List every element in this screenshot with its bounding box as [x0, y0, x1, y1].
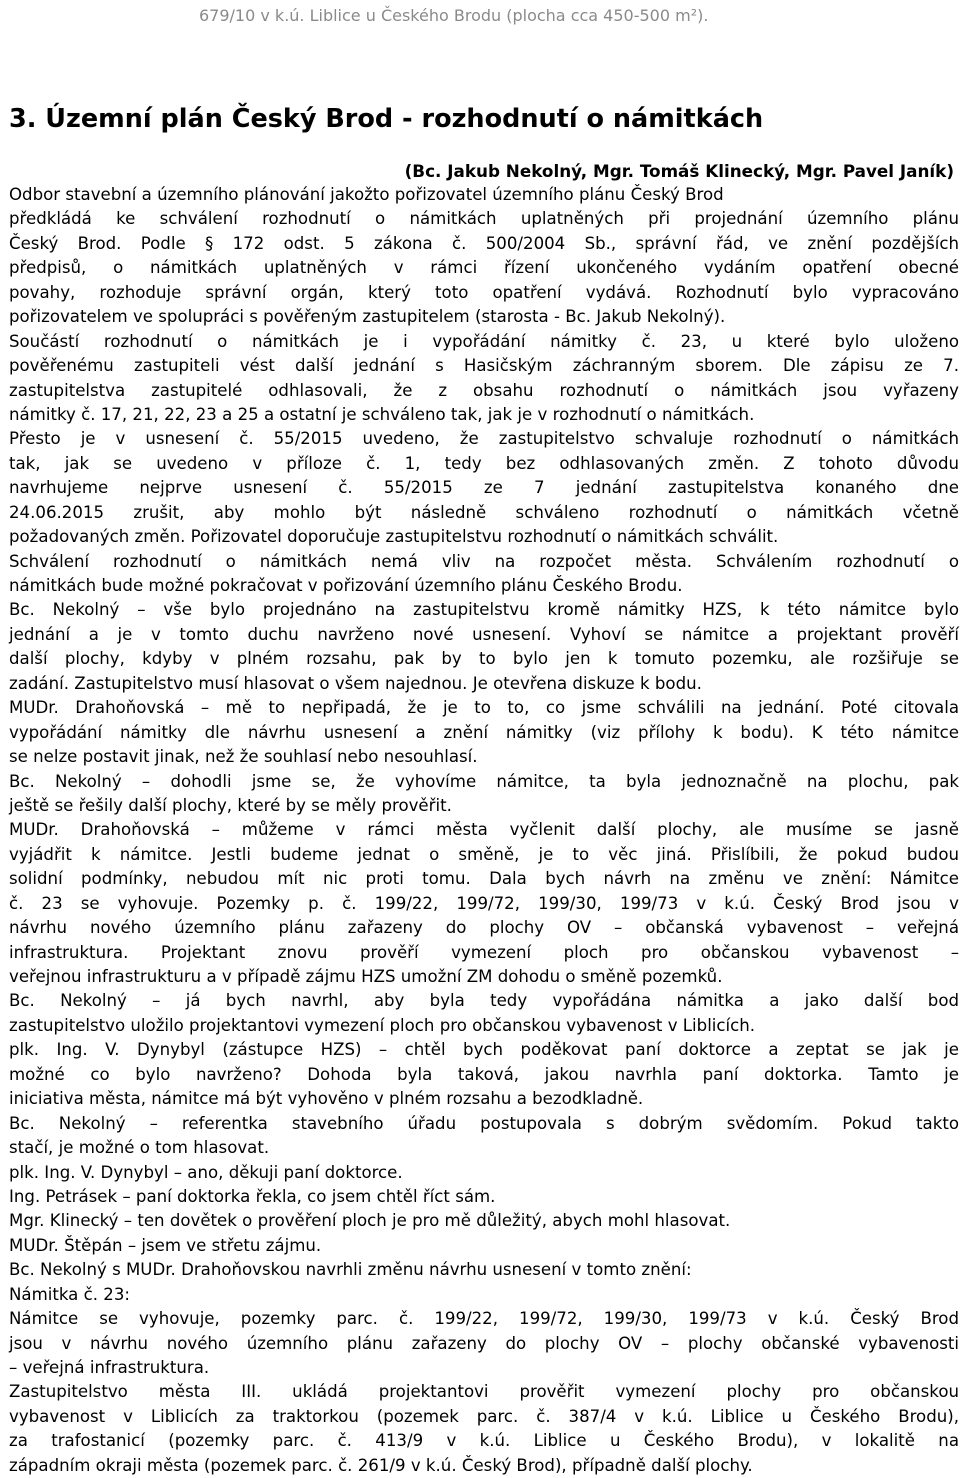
text-line: pořizovatelem ve spolupráci s pověřeným zastupitelem (starosta - Bc. Jakub Nekolný). — [9, 307, 726, 327]
text-line: předpisů, o námitkách uplatněných v rámci řízení ukončeného vydáním opatření obecné — [9, 258, 959, 278]
text-line: Český Brod. Podle § 172 odst. 5 zákona č. 500/2004 Sb., správní řád, ve znění pozdějších — [9, 233, 959, 253]
text-line: předkládá ke schválení rozhodnutí o námitkách uplatněných při projednání územního plánu — [9, 209, 959, 229]
text-line: ještě se řešily další plochy, které by se měly prověřit. — [9, 795, 452, 815]
text-line: Bc. Nekolný – referentka stavebního úřadu postupovala s dobrým svědomím. Pokud takto — [9, 1113, 959, 1133]
text-line: požadovaných změn. Pořizovatel doporučuje zastupitelstvu rozhodnutí o námitkách schválit. — [9, 527, 779, 547]
text-line: Bc. Nekolný – vše bylo projednáno na zastupitelstvu kromě námitky HZS, k této námitce bylo — [9, 600, 959, 620]
text-line: vybavenost v Liblicích za traktorkou (pozemek parc. č. 387/4 v k.ú. Liblice u Českého Brodu), — [9, 1406, 959, 1426]
previous-text-fragment: 679/10 v k.ú. Liblice u Českého Brodu (plocha cca 450-500 m²). — [199, 6, 709, 25]
text-line: další plochy, kdyby v plném rozsahu, pak by to bylo jen k tomuto pozemku, ale rozšiřuje se — [9, 649, 959, 669]
text-line: Mgr. Klinecký – ten dovětek o prověření ploch je pro mě důležitý, abych mohl hlasovat. — [9, 1211, 731, 1231]
text-line: za trafostanicí (pozemky parc. č. 413/9 v k.ú. Liblice u Českého Brodu), v lokalitě na — [9, 1431, 959, 1451]
text-line: vyjádřit k námitce. Jestli budeme jednat o směně, je to věc jiná. Přislíbili, že pokud budou — [9, 844, 959, 864]
text-line: Schválení rozhodnutí o námitkách nemá vliv na rozpočet města. Schválením rozhodnutí o — [9, 551, 959, 571]
text-line: Ing. Petrásek – paní doktorka řekla, co jsem chtěl říct sám. — [9, 1186, 496, 1206]
text-line: – veřejná infrastruktura. — [9, 1358, 210, 1377]
text-line: plk. Ing. V. Dynybyl – ano, děkuji paní doktorce. — [9, 1162, 403, 1182]
text-line: Bc. Nekolný – dohodli jsme se, že vyhovíme námitce, ta byla jednoznačně na plochu, pak — [9, 771, 959, 791]
text-line: Námitka č. 23: — [9, 1284, 131, 1304]
text-line: Námitce se vyhovuje, pozemky parc. č. 199/22, 199/72, 199/30, 199/73 v k.ú. Český Brod — [9, 1309, 959, 1329]
text-line: Přesto je v usnesení č. 55/2015 uvedeno, že zastupitelstvo schvaluje rozhodnutí o námitkách — [9, 429, 959, 449]
text-line: Součástí rozhodnutí o námitkách je i vypořádání námitky č. 23, u které bylo uloženo — [9, 331, 959, 351]
text-line: stačí, je možné o tom hlasovat. — [9, 1138, 270, 1158]
text-line: MUDr. Drahoňovská – mě to nepřipadá, že je to to, co jsme schválili na jednání. Poté citovala — [9, 698, 959, 718]
text-line: zastupitelstvo uložilo projektantovi vymezení ploch pro občanskou vybavenost v Liblicích. — [9, 1015, 756, 1035]
text-line: MUDr. Štěpán – jsem ve střetu zájmu. — [9, 1235, 322, 1255]
text-line: vypořádání námitky dle návrhu usnesení a znění námitky (viz přílohy k bodu). K této námitce — [9, 722, 959, 742]
text-line: Bc. Nekolný – já bych navrhl, aby byla tedy vypořádána námitka a jako další bod — [9, 991, 959, 1011]
body-text — [9, 183, 959, 1478]
text-line: povahy, rozhoduje správní orgán, který toto opatření vydává. Rozhodnutí bylo vypracováno — [9, 282, 959, 302]
text-line: 24.06.2015 zrušit, aby mohlo být následně schváleno rozhodnutí o námitkách včetně — [9, 502, 959, 522]
section-heading: 3. Územní plán Český Brod - rozhodnutí o námitkách — [9, 104, 764, 134]
text-line: Zastupitelstvo města III. ukládá projektantovi prověřit vymezení plochy pro občanskou — [9, 1382, 959, 1402]
text-line: MUDr. Drahoňovská – můžeme v rámci města vyčlenit další plochy, ale musíme se jasně — [9, 820, 959, 840]
text-line: č. 23 se vyhovuje. Pozemky p. č. 199/22, 199/72, 199/30, 199/73 v k.ú. Český Brod jsou v — [9, 893, 959, 913]
text-line: Odbor stavební a územního plánování jakožto pořizovatel územního plánu Český Brod — [9, 185, 724, 204]
text-line: navrhujeme nejprve usnesení č. 55/2015 ze 7 jednání zastupitelstva konaného dne — [9, 478, 959, 498]
text-line: jsou v návrhu nového územního plánu zařazeny do plochy OV – plochy občanské vybavenosti — [9, 1333, 959, 1353]
text-line: pověřenému zastupiteli vést další jednání s Hasičským záchranným sborem. Dle zápisu ze 7. — [9, 356, 959, 376]
text-line: Bc. Nekolný s MUDr. Drahoňovskou navrhli změnu návrhu usnesení v tomto znění: — [9, 1260, 692, 1280]
text-line: západním okraji města (pozemek parc. č. 261/9 v k.ú. Český Brod), případně další plochy. — [9, 1455, 753, 1475]
text-line: možné co bylo navrženo? Dohoda byla taková, jakou navrhla paní doktorka. Tamto je — [9, 1064, 959, 1084]
text-line: zadání. Zastupitelstvo musí hlasovat o všem najednou. Je otevřena diskuze k bodu. — [9, 673, 702, 693]
text-line: zastupitelstva zastupitelé odhlasovali, že z obsahu rozhodnutí o námitkách jsou vyřazeny — [9, 380, 959, 400]
text-line: jednání a je v tomto duchu navrženo nové usnesení. Vyhoví se námitce a projektant prověří — [9, 624, 959, 644]
text-line: se nelze postavit jinak, než že souhlasí nebo nesouhlasí. — [9, 747, 478, 767]
text-line: tak, jak se uvedeno v příloze č. 1, tedy bez odhlasovaných změn. Z tohoto důvodu — [9, 453, 959, 473]
text-line: námitkách bude možné pokračovat v pořizování územního plánu Českého Brodu. — [9, 576, 683, 595]
text-line: solidní podmínky, nebudou mít nic proti tomu. Dala bych návrh na změnu ve znění: Námitce — [9, 869, 959, 889]
text-line: infrastruktura. Projektant znovu prověří vymezení ploch pro občanskou vybavenost – — [9, 942, 959, 962]
section-authors: (Bc. Jakub Nekolný, Mgr. Tomáš Klinecký, Mgr. Pavel Janík) — [404, 161, 954, 181]
text-line: námitky č. 17, 21, 22, 23 a 25 a ostatní je schváleno tak, jak je v rozhodnutí o námitkách. — [9, 404, 755, 424]
text-line: veřejnou infrastrukturu a v případě zájmu HZS umožní ZM dohodu o směně pozemků. — [9, 967, 723, 986]
text-line: iniciativa města, námitce má být vyhověno v plném rozsahu a bezodkladně. — [9, 1089, 644, 1109]
text-line: návrhu nového územního plánu zařazeny do plochy OV – občanská vybavenost – veřejná — [9, 918, 959, 938]
text-line: plk. Ing. V. Dynybyl (zástupce HZS) – chtěl bych poděkovat paní doktorce a zeptat se jak je — [9, 1040, 959, 1060]
